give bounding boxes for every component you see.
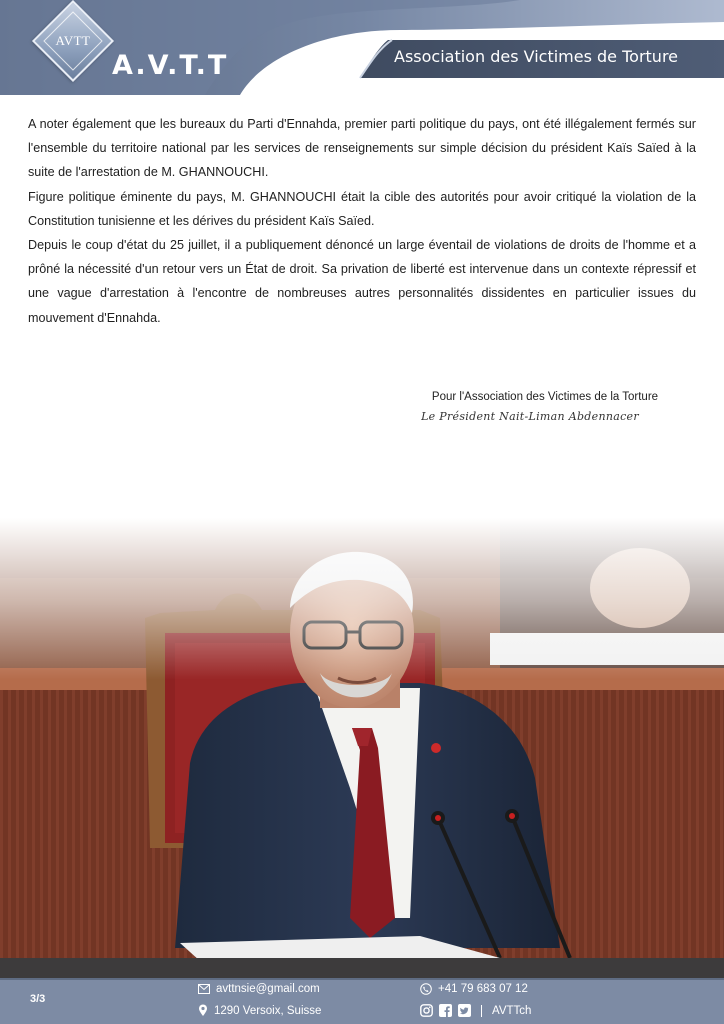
location-pin-icon [198,1004,208,1017]
paragraph: Depuis le coup d'état du 25 juillet, il a publiquement dénoncé un large éventail de violations de droits de l'homme et a prôné la nécessité d'un retour vers un État de droit. Sa privation de liberté est intervenue dans un contexte répressif et une vague d'arrestation à l'encontre de nombreuses autres personnalités dissidentes en particulier issues du mouvement d'Ennahda. [28,238,696,325]
tagline: Association des Victimes de Torture [394,47,679,66]
phone-text: +41 79 683 07 12 [438,983,528,995]
instagram-icon[interactable] [420,1004,433,1017]
signature-block [400,388,690,423]
signature-organization: Pour l'Association des Victimes de la Torture [431,391,659,403]
twitter-icon[interactable] [458,1004,471,1017]
paragraph: A noter également que les bureaux du Parti d'Ennahda, premier parti politique du pays, ont été illégalement fermés sur l'ensemble du territoire national par les services de renseignements sur simple décision du président Kaïs Saïed à la suite de l'arrestation de M. GHANNOUCHI. [28,117,696,180]
page-number: 3/3 [30,993,46,1005]
paragraph: Figure politique éminente du pays, M. GHANNOUCHI était la cible des autorités pour avoir critiqué la violation de la Constitution tunisienne et les dérives du président Kaïs Saïed. [28,189,696,228]
address-text: 1290 Versoix, Suisse [214,1004,322,1017]
footer-address [198,1004,321,1017]
footer-email[interactable] [198,983,320,995]
phone-icon [420,983,432,995]
body-text [28,112,696,330]
logo-text: AVTT [55,33,91,48]
header [0,0,724,95]
photo-ghannouchi [0,518,724,980]
facebook-icon[interactable] [439,1004,452,1017]
mail-icon [198,984,210,994]
signature-name: Le Président Nait-Liman Abdennacer [421,410,639,423]
footer-phone[interactable] [420,983,528,995]
footer-social[interactable] [420,1004,531,1017]
social-handle: AVTTch [492,1004,532,1017]
email-text: avttnsie@gmail.com [216,983,320,995]
brand-name: A.V.T.T [112,50,229,81]
footer [0,978,724,1024]
